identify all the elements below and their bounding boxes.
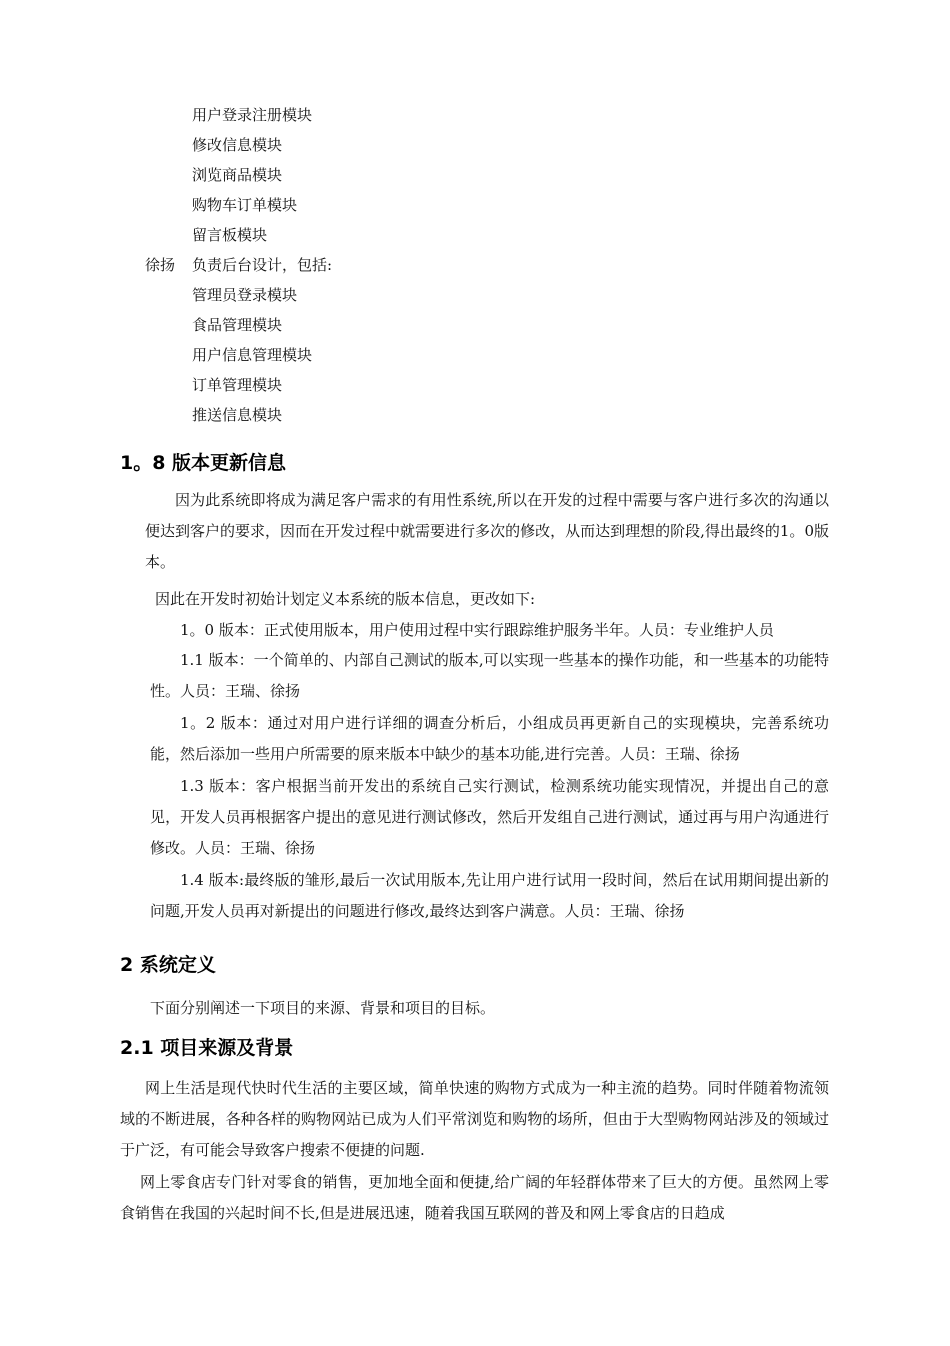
version-entry: 1.4 版本:最终版的雏形,最后一次试用版本,先让用户进行试用一段时间，然后在试用期间提出新的问题,开发人员再对新提出的问题进行修改,最终达到客户满意。人员：王瑞、徐扬 [150, 871, 829, 920]
section-heading: 1。8 版本更新信息 [120, 452, 287, 474]
team-member-name: 徐扬 [145, 256, 176, 274]
paragraph: 因为此系统即将成为满足客户需求的有用性系统,所以在开发的过程中需要与客户进行多次的沟通以便达到客户的要求，因而在开发过程中就需要进行多次的修改，从而达到理想的阶段,得出最终的1。0版本。 [145, 491, 829, 571]
module-item: 食品管理模块 [192, 316, 283, 334]
section-heading: 2 系统定义 [120, 954, 216, 976]
module-item: 购物车订单模块 [192, 196, 298, 214]
version-entry: 1。0 版本：正式使用版本，用户使用过程中实行跟踪维护服务半年。人员：专业维护人员 [180, 621, 774, 639]
team-member-role: 负责后台设计，包括: [192, 256, 333, 274]
module-item: 订单管理模块 [192, 376, 283, 394]
team-member-row [145, 255, 332, 275]
version-entry: 1.3 版本：客户根据当前开发出的系统自己实行测试，检测系统功能实现情况，并提出自己的意见，开发人员再根据客户提出的意见进行测试修改，然后开发组自己进行测试，通过再与用户沟通进行修改。人员：王瑞、徐扬 [150, 777, 829, 857]
version-entry: 1。2 版本：通过对用户进行详细的调查分析后，小组成员再更新自己的实现模块，完善系统功能，然后添加一些用户所需要的原来版本中缺少的基本功能,进行完善。人员：王瑞、徐扬 [150, 714, 829, 763]
paragraph: 因此在开发时初始计划定义本系统的版本信息，更改如下: [155, 590, 536, 608]
module-item: 浏览商品模块 [192, 166, 283, 184]
module-item: 留言板模块 [192, 226, 268, 244]
paragraph: 下面分别阐述一下项目的来源、背景和项目的目标。 [150, 999, 496, 1017]
paragraph: 网上零食店专门针对零食的销售，更加地全面和便捷,给广阔的年轻群体带来了巨大的方便。虽然网上零食销售在我国的兴起时间不长,但是进展迅速，随着我国互联网的普及和网上零食店的日趋成 [120, 1173, 829, 1222]
module-item: 推送信息模块 [192, 406, 283, 424]
module-item: 用户登录注册模块 [192, 106, 313, 124]
paragraph: 网上生活是现代快时代生活的主要区域，简单快速的购物方式成为一种主流的趋势。同时伴随着物流领域的不断进展，各种各样的购物网站已成为人们平常浏览和购物的场所，但由于大型购物网站涉及的领域过于广泛，有可能会导致客户搜索不便捷的问题. [120, 1079, 829, 1159]
version-entry: 1.1 版本：一个简单的、内部自己测试的版本,可以实现一些基本的操作功能，和一些基本的功能特性。人员：王瑞、徐扬 [150, 651, 829, 700]
module-item: 修改信息模块 [192, 136, 283, 154]
module-item: 用户信息管理模块 [192, 346, 313, 364]
module-item: 管理员登录模块 [192, 286, 298, 304]
section-heading: 2.1 项目来源及背景 [120, 1037, 294, 1059]
